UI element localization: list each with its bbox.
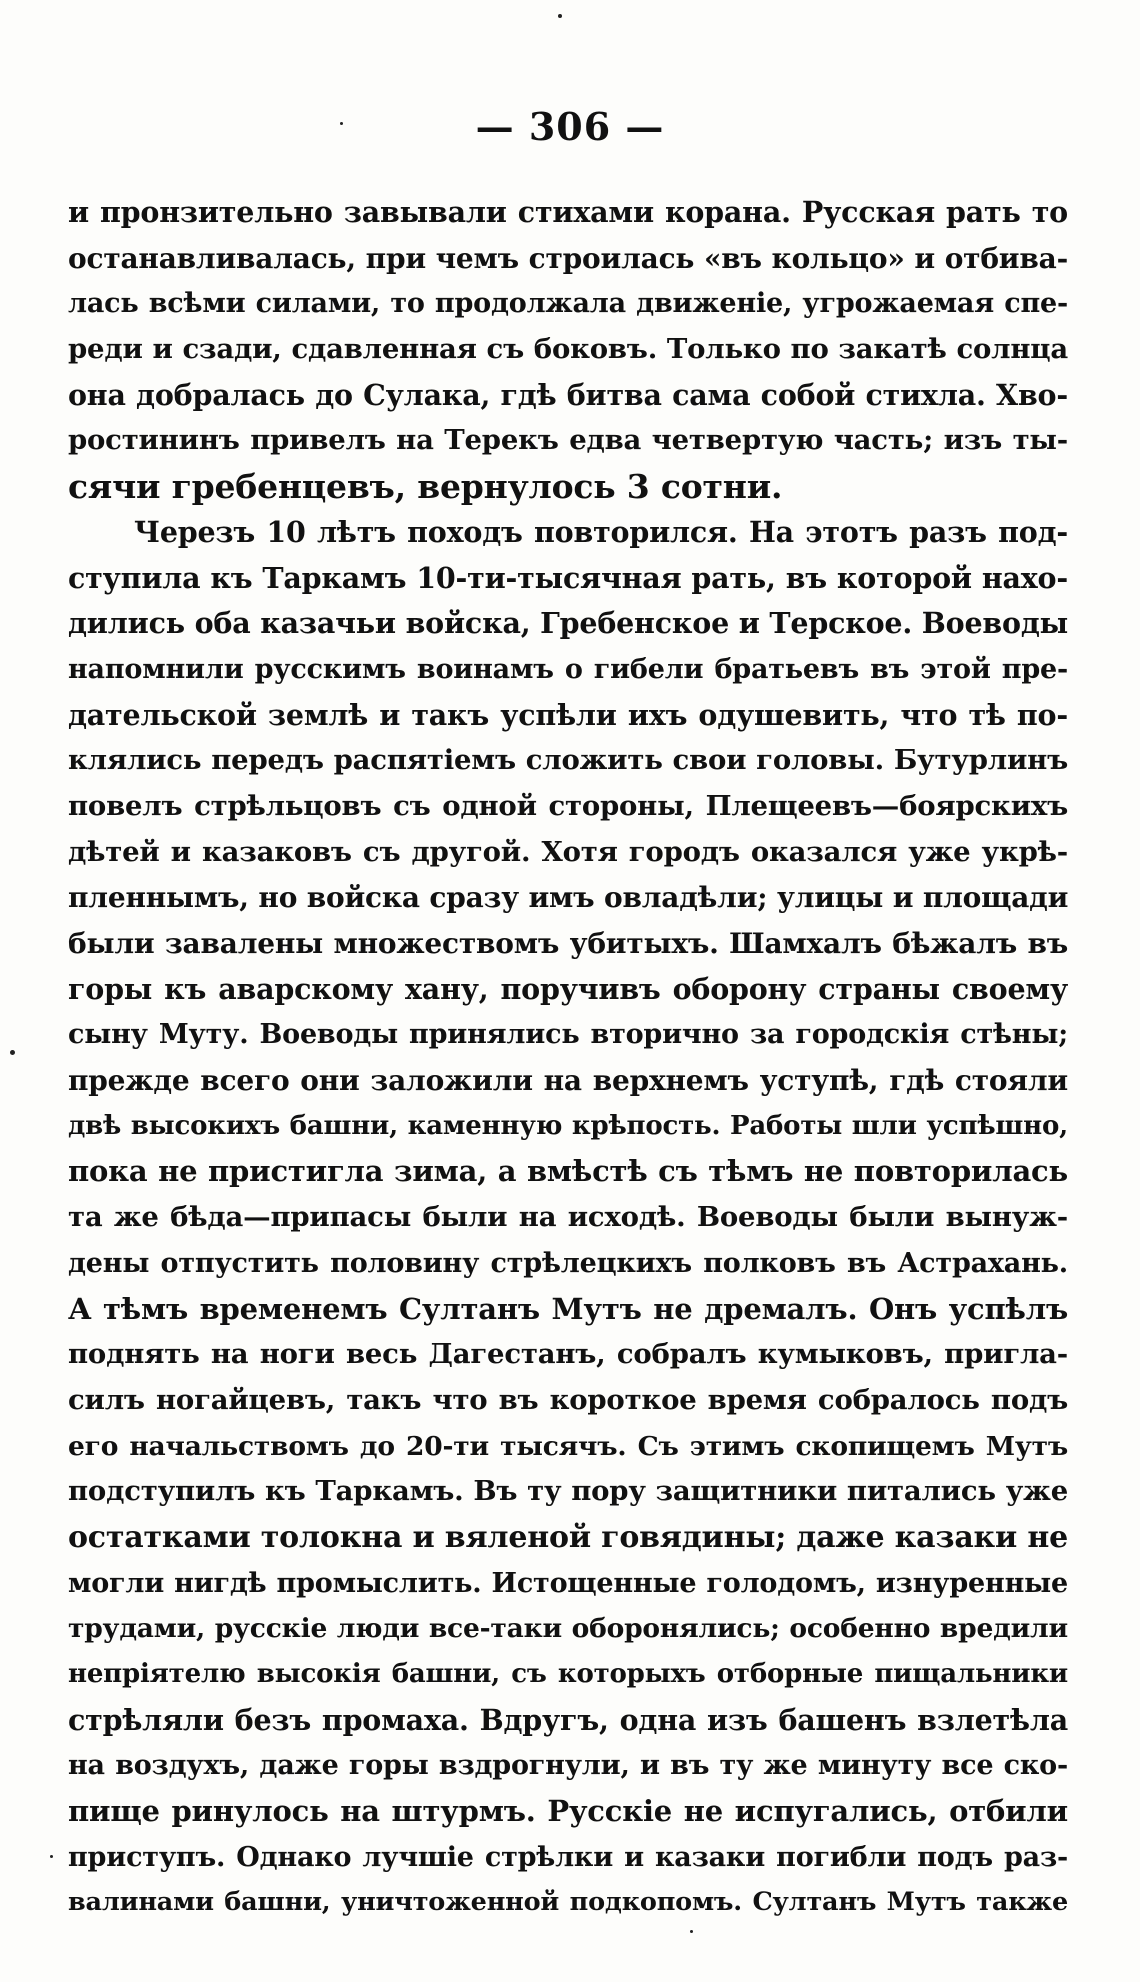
text-line: та же бѣда—припасы были на исходѣ. Воеводы были вынуж-: [68, 1201, 1068, 1234]
text-line: непріятелю высокія башни, съ которыхъ отборные пищальники: [68, 1659, 1068, 1689]
page-number: — 306 —: [475, 104, 665, 149]
text-line: сыну Муту. Воеводы принялись вторично за городскія стѣны;: [68, 1019, 1068, 1051]
text-line: ростининъ привелъ на Терекъ едва четвертую часть; изъ ты-: [68, 424, 1068, 457]
text-line: трудами, русскіе люди все-таки оборонялись; особенно вредили: [68, 1613, 1068, 1645]
print-speck: [10, 1050, 15, 1055]
text-line: дѣтей и казаковъ съ другой. Хотя городъ оказался уже укрѣ-: [68, 835, 1068, 868]
text-line: были завалены множествомъ убитыхъ. Шамхалъ бѣжалъ въ: [68, 927, 1068, 960]
body-text: [68, 190, 1068, 1926]
print-speck: [558, 14, 562, 18]
text-line: пленнымъ, но войска сразу имъ овладѣли; улицы и площади: [68, 881, 1068, 915]
text-line: прежде всего они заложили на верхнемъ уступѣ, гдѣ стояли: [68, 1064, 1068, 1098]
text-line: дательской землѣ и такъ успѣли ихъ одушевить, что тѣ по-: [68, 697, 1068, 732]
text-line: А тѣмъ временемъ Султанъ Мутъ не дремалъ. Онъ успѣлъ: [68, 1291, 1068, 1326]
print-speck: [340, 122, 343, 125]
text-line: сячи гребенцевъ, вернулось 3 сотни.: [68, 467, 783, 507]
text-line: повелъ стрѣльцовъ съ одной стороны, Плещеевъ—боярскихъ: [68, 789, 1068, 822]
text-line: пока не пристигла зима, а вмѣстѣ съ тѣмъ не повторилась: [68, 1154, 1068, 1189]
print-speck: [690, 1930, 693, 1933]
text-line: останавливалась, при чемъ строилась «въ кольцо» и отбива-: [68, 241, 1068, 275]
text-line: напомнили русскимъ воинамъ о гибели братьевъ въ этой пре-: [68, 653, 1068, 685]
text-line: на воздухъ, даже горы вздрогнули, и въ ту же минуту все ско-: [68, 1750, 1068, 1782]
text-line: поднять на ноги весь Дагестанъ, собралъ кумыковъ, пригла-: [68, 1338, 1068, 1371]
text-line: силъ ногайцевъ, такъ что въ короткое время собралось подъ: [68, 1383, 1068, 1416]
text-line: могли нигдѣ промыслить. Истощенные голодомъ, изнуренные: [68, 1567, 1068, 1599]
paragraph-1: [68, 190, 1068, 510]
paragraph-2: [68, 510, 1068, 1926]
print-speck: [50, 1855, 53, 1858]
text-line: пище ринулось на штурмъ. Русскіе не испугались, отбили: [68, 1794, 1068, 1829]
text-line: остатками толокна и вяленой говядины; даже казаки не: [68, 1519, 1068, 1555]
text-line: его начальствомъ до 20-ти тысячъ. Съ этимъ скопищемъ Мутъ: [68, 1430, 1068, 1462]
text-line: приступъ. Однако лучшіе стрѣлки и казаки погибли подъ раз-: [68, 1841, 1068, 1873]
text-line: дены отпустить половину стрѣлецкихъ полковъ въ Астрахань.: [68, 1247, 1068, 1279]
text-line: дились оба казачьи войска, Гребенское и Терское. Воеводы: [68, 606, 1068, 641]
text-line: ступила къ Таркамъ 10-ти-тысячная рать, въ которой нахо-: [68, 560, 1068, 595]
text-line: стрѣляли безъ промаха. Вдругъ, одна изъ башенъ взлетѣла: [68, 1702, 1068, 1737]
text-line: двѣ высокихъ башни, каменную крѣпость. Работы шли успѣшно,: [68, 1110, 1068, 1141]
text-line: Черезъ 10 лѣтъ походъ повторился. На этотъ разъ под-: [134, 514, 1068, 549]
text-line: лась всѣми силами, то продолжала движеніе, угрожаемая спе-: [68, 288, 1068, 320]
text-line: и пронзительно завывали стихами корана. Русская рать то: [68, 195, 1068, 229]
text-line: валинами башни, уничтоженной подкопомъ. Султанъ Мутъ также: [68, 1887, 1068, 1918]
text-line: клялись передъ распятіемъ сложить свои головы. Бутурлинъ: [68, 744, 1068, 777]
text-line: подступилъ къ Таркамъ. Въ ту пору защитники питались уже: [68, 1475, 1068, 1508]
text-line: она добралась до Сулака, гдѣ битва сама собой стихла. Хво-: [68, 377, 1068, 412]
text-line: реди и сзади, сдавленная съ боковъ. Только по закатѣ солнца: [68, 333, 1068, 366]
text-line: горы къ аварскому хану, поручивъ оборону страны своему: [68, 971, 1068, 1006]
